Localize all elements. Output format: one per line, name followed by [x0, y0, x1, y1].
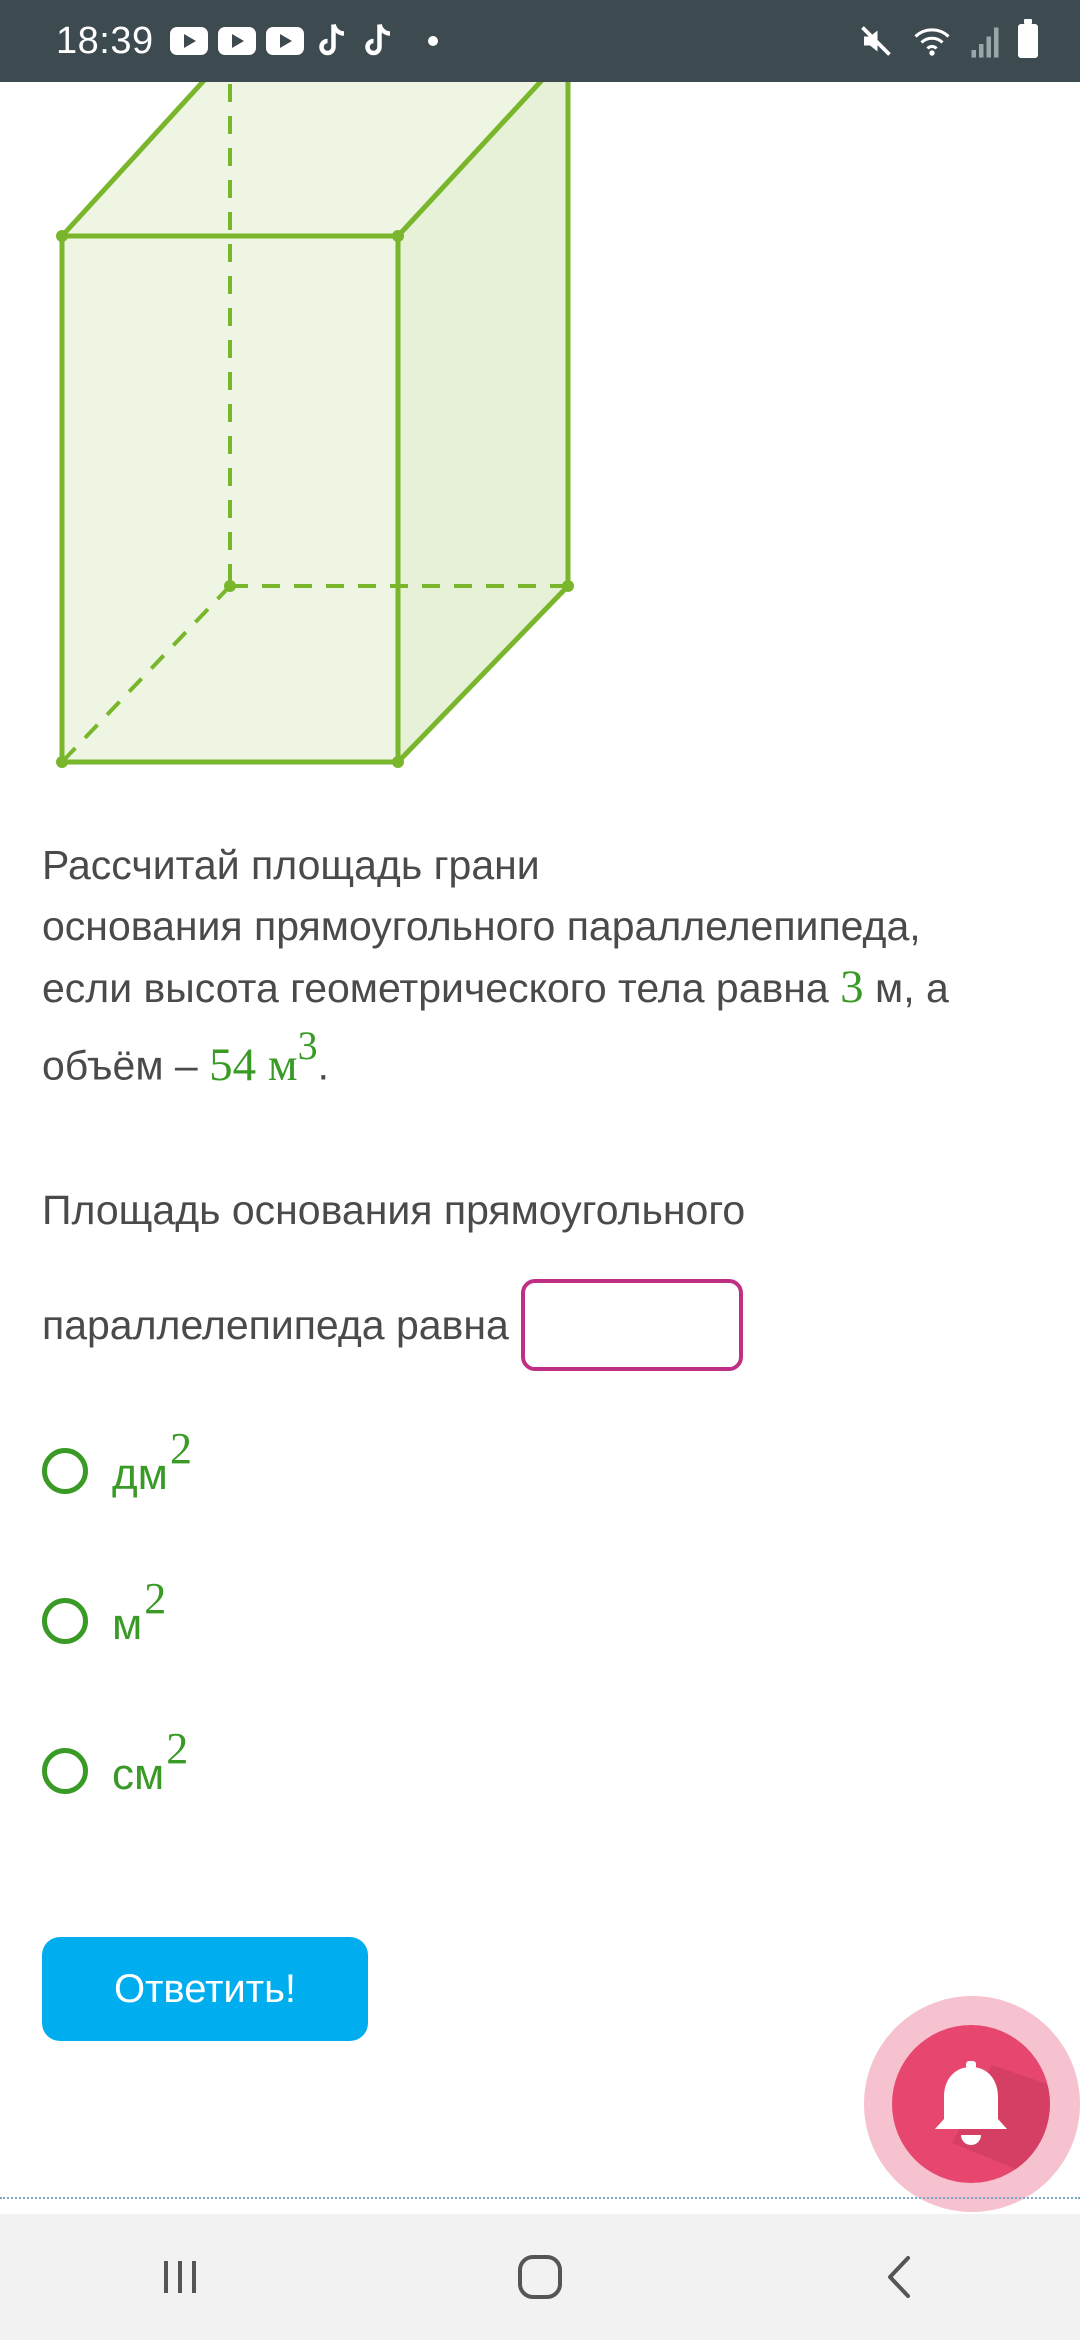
answer-prompt-row: [42, 1279, 1042, 1371]
question-line: [42, 957, 1042, 1019]
page-divider: [0, 2197, 1080, 2199]
option-dm2[interactable]: [42, 1420, 192, 1500]
option-exponent: 2: [144, 1574, 167, 1623]
question-text-part: основания прямоугольного параллелепипеда,: [42, 903, 921, 949]
answer-input[interactable]: [521, 1279, 743, 1371]
status-bar: [0, 0, 1080, 82]
question-text-part: если высота геометрического тела равна: [42, 965, 841, 1011]
option-m2[interactable]: [42, 1570, 192, 1650]
youtube-icon: [170, 27, 208, 55]
option-exponent: 2: [166, 1724, 189, 1773]
option-unit: м: [112, 1600, 143, 1649]
youtube-icon: [218, 27, 256, 55]
question-text: [42, 835, 1042, 1097]
answer-prompt-line1: Площадь основания прямоугольного: [42, 1187, 746, 1233]
option-label: [112, 1574, 167, 1650]
recent-apps-icon: [158, 2255, 202, 2299]
radio-button[interactable]: [42, 1598, 88, 1644]
volume-value: [209, 1023, 318, 1091]
wifi-icon: [912, 23, 952, 59]
height-value: 3: [840, 961, 864, 1013]
question-text-part: Рассчитай площадь грани: [42, 842, 540, 888]
option-unit: дм: [112, 1450, 168, 1499]
status-time: 18:39: [56, 19, 154, 62]
volume-number: 54 м: [209, 1038, 298, 1091]
parallelepiped-figure: [0, 82, 620, 782]
tiktok-icon: [314, 21, 350, 61]
system-nav-bar: [0, 2214, 1080, 2340]
tiktok-icon: [360, 21, 396, 61]
question-text-part: объём –: [42, 1042, 210, 1089]
unit-options: [42, 1420, 192, 1870]
home-icon: [515, 2252, 565, 2302]
volume-exponent: 3: [297, 1023, 318, 1068]
notification-button[interactable]: [892, 2025, 1050, 2183]
recent-apps-button[interactable]: [120, 2227, 240, 2327]
back-icon: [878, 2252, 922, 2302]
option-label: [112, 1724, 189, 1800]
radio-button[interactable]: [42, 1448, 88, 1494]
notification-icons: [170, 21, 438, 61]
question-text-part: м, а: [863, 965, 949, 1011]
more-notifications-dot: [428, 36, 438, 46]
back-button[interactable]: [840, 2227, 960, 2327]
system-icons: [858, 23, 1038, 59]
signal-icon: [970, 23, 1000, 59]
question-line: [42, 896, 1042, 957]
answer-block: [42, 1180, 1042, 1371]
question-text-part: .: [317, 1042, 330, 1089]
option-exponent: 2: [169, 1424, 192, 1473]
question-line: [42, 835, 1042, 896]
radio-button[interactable]: [42, 1748, 88, 1794]
option-label: [112, 1424, 192, 1500]
bell-icon: [892, 2025, 1050, 2183]
home-button[interactable]: [480, 2227, 600, 2327]
option-cm2[interactable]: [42, 1720, 192, 1800]
youtube-icon: [266, 27, 304, 55]
submit-button[interactable]: Ответить!: [42, 1937, 368, 2041]
answer-prompt-line2: параллелепипеда равна: [42, 1301, 509, 1348]
mute-icon: [858, 23, 894, 59]
option-unit: см: [112, 1750, 165, 1799]
question-line: [42, 1019, 1042, 1097]
battery-icon: [1018, 24, 1038, 58]
